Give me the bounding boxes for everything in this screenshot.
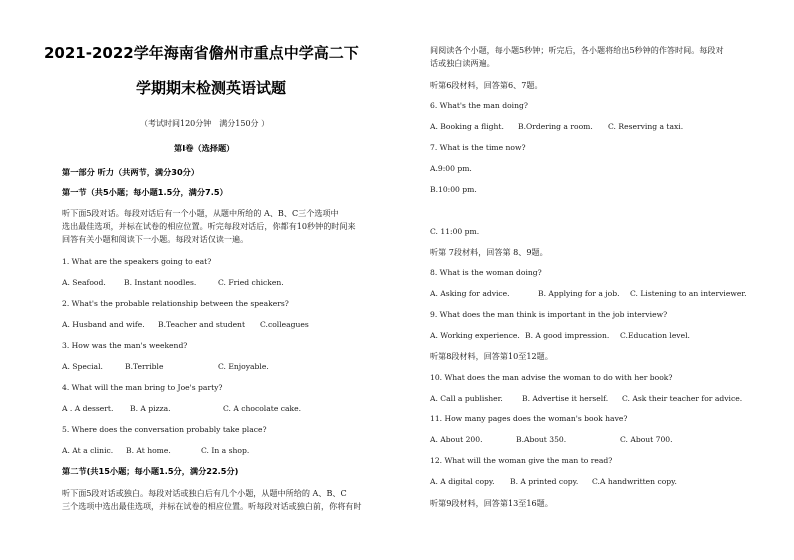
option-c: C. A chocolate cake. <box>223 404 302 413</box>
question-2: 2. What's the probable relationship between the speakers? <box>62 299 289 308</box>
question-8: 8. What is the woman doing? <box>430 268 542 277</box>
question-8-options <box>430 289 747 299</box>
option-a: A. Booking a flight. <box>430 122 504 131</box>
question-12-options <box>430 477 677 487</box>
option-c: C. Fried chicken. <box>218 278 284 287</box>
option-a: A. At a clinic. <box>62 446 114 455</box>
question-7: 7. What is the time now? <box>430 143 526 152</box>
section1-instr-line: 听下面5段对话。每段对话后有一个小题，从题中所给的 A、B、C三个选项中 <box>62 208 339 218</box>
option-b: B. A good impression. <box>525 331 610 340</box>
option-b: B. Instant noodles. <box>124 278 197 287</box>
option-b: B. Advertise it herself. <box>522 394 609 403</box>
question-5: 5. Where does the conversation probably take place? <box>62 425 267 434</box>
option-a: A. Asking for advice. <box>430 289 510 298</box>
question-2-options <box>62 320 309 330</box>
option-b: B. Applying for a job. <box>538 289 620 298</box>
option-a: A. Husband and wife. <box>62 320 145 329</box>
question-9-options <box>430 331 690 341</box>
question-7-option-b: B.10:00 pm. <box>430 185 477 194</box>
option-a: A. Working experience. <box>430 331 520 340</box>
option-b: B.About 350. <box>516 435 567 444</box>
question-1-options <box>62 278 284 288</box>
option-c: C.A handwritten copy. <box>592 477 677 486</box>
section1-instr-line: 选出最佳选项，并标在试卷的相应位置。听完每段对话后，你都有10秒钟的时间来 <box>62 221 356 231</box>
option-b: B.Terrible <box>125 362 164 371</box>
option-c: C. Enjoyable. <box>218 362 269 371</box>
intro-line: 话或独白读两遍。 <box>430 58 495 68</box>
option-b: B. A pizza. <box>130 404 171 413</box>
option-c: C.Education level. <box>620 331 690 340</box>
question-12: 12. What will the woman give the man to read? <box>430 456 613 465</box>
option-a: A. Special. <box>62 362 103 371</box>
intro-line: 间阅读各个小题，每小题5秒钟；听完后，各小题将给出5秒钟的作答时间。每段对 <box>430 45 724 55</box>
question-6-options <box>430 122 683 132</box>
question-11-options <box>430 435 673 445</box>
question-3-options <box>62 362 269 372</box>
material9-heading: 听第9段材料，回答第13至16题。 <box>430 498 553 508</box>
option-b: B.Teacher and student <box>158 320 246 329</box>
material6-heading: 听第6段材料，回答第6、7题。 <box>430 80 543 90</box>
question-7-option-c: C. 11:00 pm. <box>430 227 480 236</box>
exam-info: （考试时间120分钟 满分150分 ） <box>140 119 270 128</box>
option-a: A. A digital copy. <box>430 477 495 486</box>
material7-heading: 听第 7段材料，回答第 8、9题。 <box>430 247 548 257</box>
question-7-option-a: A.9:00 pm. <box>430 164 472 173</box>
volume-title: 第Ⅰ卷（选择题） <box>174 143 235 153</box>
question-5-options <box>62 446 249 456</box>
option-a: A. Seafood. <box>62 278 106 287</box>
part1-title: 第一部分 听力（共两节，满分30分） <box>62 167 200 177</box>
question-9: 9. What does the man think is important in the job interview? <box>430 310 668 319</box>
section1-instr-line: 回答有关小题和阅读下一小题。每段对话仅读一遍。 <box>62 234 249 244</box>
section1-title: 第一节（共5小题；每小题1.5分，满分7.5） <box>62 187 228 197</box>
option-c: C. About 700. <box>620 435 673 444</box>
option-a: A. About 200. <box>430 435 483 444</box>
option-c: C.colleagues <box>260 320 309 329</box>
option-b: B.Ordering a room. <box>518 122 593 131</box>
doc-title-line1: 2021-2022学年海南省儋州市重点中学高二下 <box>44 44 359 62</box>
section2-title: 第二节(共15小题；每小题1.5分，满分22.5分) <box>62 466 239 476</box>
option-c: C. In a shop. <box>201 446 250 455</box>
question-10-options <box>430 394 742 404</box>
option-c: C. Ask their teacher for advice. <box>622 394 743 403</box>
question-1: 1. What are the speakers going to eat? <box>62 257 212 266</box>
option-a: A . A dessert. <box>62 404 114 413</box>
option-b: B. A printed copy. <box>510 477 579 486</box>
section2-instr-line: 听下面5段对话或独白。每段对话或独白后有几个小题，从题中所给的 A、B、C <box>62 488 347 498</box>
option-c: C. Listening to an interviewer. <box>630 289 747 298</box>
doc-title-line2: 学期期末检测英语试题 <box>136 79 287 97</box>
question-11: 11. How many pages does the woman's book have? <box>430 414 628 423</box>
material8-heading: 听第8段材料，回答第10至12题。 <box>430 351 553 361</box>
option-b: B. At home. <box>126 446 171 455</box>
question-3: 3. How was the man's weekend? <box>62 341 188 350</box>
section2-instr-line: 三个选项中选出最佳选项，并标在试卷的相应位置。听每段对话或独白前，你将有时 <box>62 501 362 511</box>
question-6: 6. What's the man doing? <box>430 101 528 110</box>
question-4-options <box>62 404 301 414</box>
question-4: 4. What will the man bring to Joe's party? <box>62 383 223 392</box>
question-10: 10. What does the man advise the woman to do with her book? <box>430 373 673 382</box>
option-c: C. Reserving a taxi. <box>608 122 684 131</box>
option-a: A. Call a publisher. <box>430 394 503 403</box>
